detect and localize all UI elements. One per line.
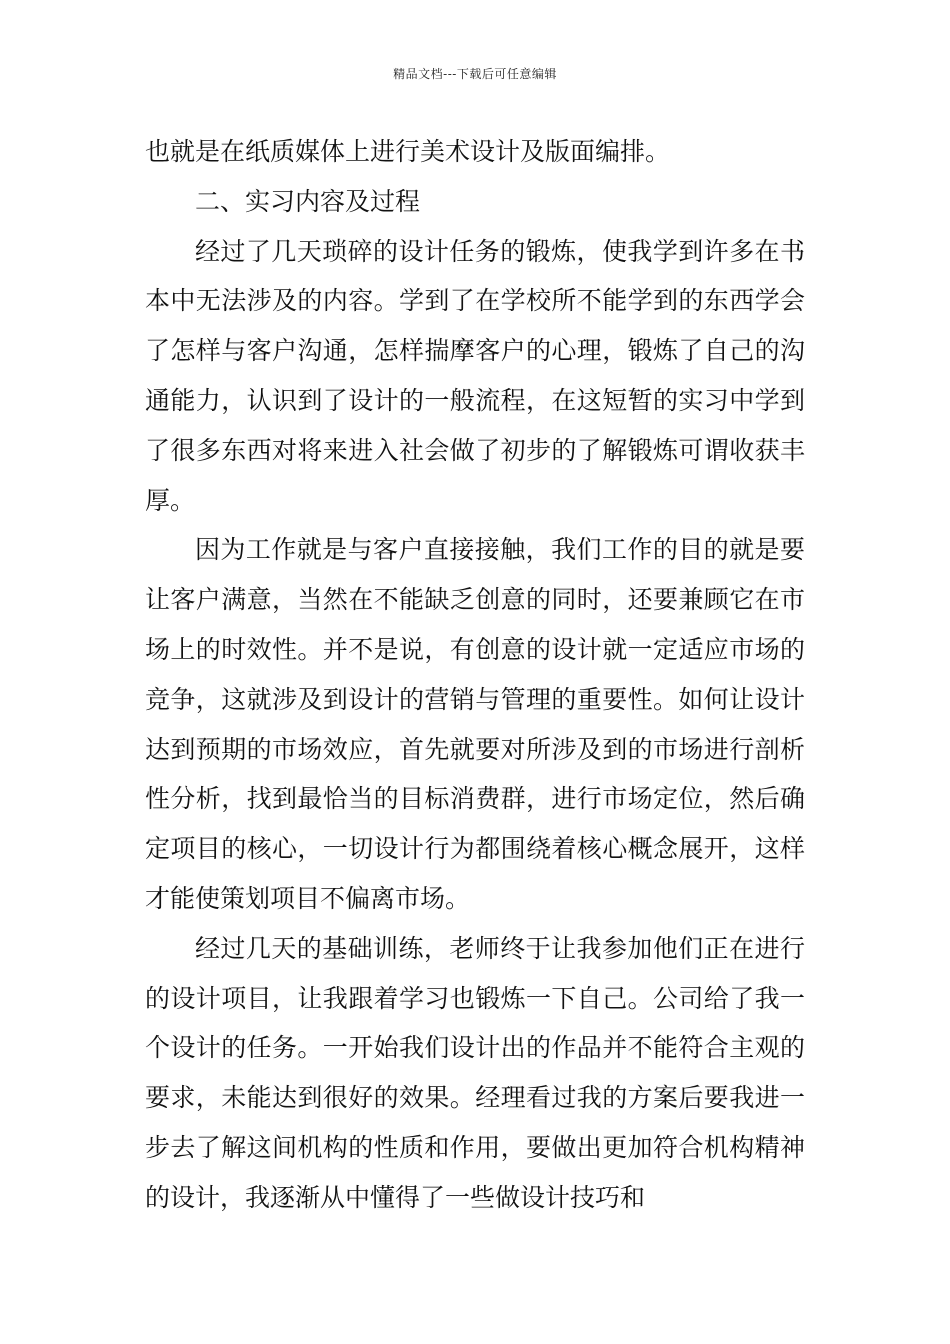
section-heading: 二、实习内容及过程 bbox=[195, 186, 421, 216]
page-header: 精品文档---下载后可任意编辑 bbox=[393, 67, 557, 81]
paragraph-training: 经过了几天琐碎的设计任务的锻炼，使我学到许多在书本中无法涉及的内容。学到了在学校所不能学到的东西学会了怎样与客户沟通，怎样揣摩客户的心理，锻炼了自己的沟通能力，认识到了设计的一般流程，在这短暂的实习中学到了很多东西对将来进入社会做了初步的了解锻炼可谓收获丰厚。 bbox=[145, 236, 805, 515]
paragraph-client-work: 因为工作就是与客户直接接触，我们工作的目的就是要让客户满意，当然在不能缺乏创意的同时，还要兼顾它在市场上的时效性。并不是说，有创意的设计就一定适应市场的竞争，这就涉及到设计的营销与管理的重要性。如何让设计达到预期的市场效应，首先就要对所涉及到的市场进行剖析性分析，找到最恰当的目标消费群，进行市场定位，然后确定项目的核心，一切设计行为都围绕着核心概念展开，这样才能使策划项目不偏离市场。 bbox=[145, 535, 805, 913]
document-body bbox=[145, 127, 805, 1223]
paragraph-project: 经过几天的基础训练，老师终于让我参加他们正在进行的设计项目，让我跟着学习也锻炼一下自己。公司给了我一个设计的任务。一开始我们设计出的作品并不能符合主观的要求，未能达到很好的效果。经理看过我的方案后要我进一步去了解这间机构的性质和作用，要做出更加符合机构精神的设计，我逐渐从中懂得了一些做设计技巧和 bbox=[145, 933, 805, 1212]
paragraph-continuation: 也就是在纸质媒体上进行美术设计及版面编排。 bbox=[145, 137, 671, 166]
